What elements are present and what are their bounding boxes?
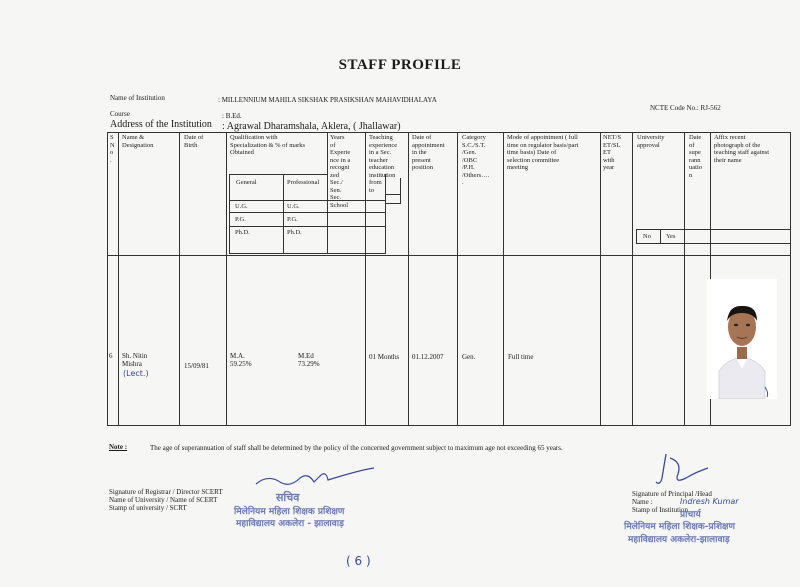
header-doa: Date of appointment in the present position — [412, 134, 445, 171]
table-top-border — [107, 132, 791, 133]
col-line — [179, 132, 180, 425]
header-category: Category S.C./S.T. /Gen. /OBC /P.H. /Others…. . — [462, 134, 490, 186]
col-line — [118, 132, 119, 425]
row-qual-professional: M.Ed 73.29% — [298, 352, 320, 368]
right-signature-name: Indresh Kumar — [680, 497, 739, 506]
ncte-code: NCTE Code No.: RJ-562 — [650, 104, 721, 112]
right-stamp-title: प्राचार्य — [680, 510, 701, 520]
col-line — [107, 132, 108, 425]
note-label: Note : — [109, 443, 128, 451]
note-text: The age of superannuation of staff shall be determined by the policy of the concerned government subject to maximum age not exceeding 65 years. — [150, 444, 563, 452]
approval-line — [636, 229, 637, 244]
qual-ug-general: U.G. — [235, 203, 248, 210]
header-teaching: Teaching experience in a Sec. teacher education institution from to — [369, 134, 398, 194]
course-label: Course — [110, 110, 130, 118]
qual-professional: Professional — [287, 179, 320, 186]
header-net: NET/S ET/SL ET with year — [603, 134, 622, 171]
page-title: STAFF PROFILE — [338, 57, 462, 73]
qual-subgrid-line — [229, 226, 385, 227]
col-line — [790, 132, 791, 425]
row-teaching: 01 Months — [369, 353, 400, 361]
approval-yes: Yes — [666, 233, 676, 240]
right-stamp-place: महाविद्यालय अकलेरा-झालावाड़ — [628, 535, 730, 545]
address-value: : Agrawal Dharamshala, Aklera, ( Jhallawar) — [222, 121, 401, 132]
row-qual-general: M.A. 59.25% — [230, 352, 252, 368]
header-university: University approval — [637, 134, 665, 149]
right-stamp-line: मिलेनियम महिला शिक्षक-प्रशिक्षण — [624, 522, 736, 532]
left-signature-mark — [250, 462, 380, 498]
qual-subgrid-line — [327, 132, 328, 254]
qual-phd-general: Ph.D. — [235, 229, 250, 236]
qual-subgrid-line — [229, 174, 327, 175]
address-label: Address of the Institution — [110, 119, 212, 130]
qual-pg-general: P.G. — [235, 216, 246, 223]
qual-phd-professional: Ph.D. — [287, 229, 302, 236]
col-line — [684, 132, 685, 425]
right-signature-mark — [652, 448, 712, 490]
left-stamp-title: सचिव — [276, 491, 300, 504]
row-mode: Full time — [508, 353, 534, 361]
header-superannuation: Date of supe rann uatio n — [689, 134, 702, 179]
left-signature-block: Signature of Registrar / Director SCERT Name of University / Name of SCERT Stamp of university / SCRT — [109, 488, 223, 512]
row-designation-note: (Lect.) — [123, 369, 149, 378]
institution-value: : MILLENNIUM MAHILA SIKSHAK PRASIKSHAN MAHAVIDHALAYA — [218, 96, 437, 104]
left-stamp-place: महाविद्यालय अकलेरा - झालावाड़ — [236, 519, 344, 529]
header-name: Name & Designation — [122, 134, 154, 149]
qual-subgrid-line — [229, 253, 385, 254]
teaching-line — [385, 203, 401, 204]
photo-image — [707, 279, 777, 399]
header-photo: Affix recent photograph of the teaching staff against their name — [714, 134, 770, 164]
qual-pg-professional: P.G. — [287, 216, 298, 223]
teaching-line — [385, 194, 401, 195]
row-name: Sh. Nitin Mishra — [122, 352, 148, 368]
header-years: Years of Experie nce in a recogni zed Sec./ Sen. Sec. School — [330, 134, 351, 209]
header-sno: S N o . — [110, 134, 115, 164]
staff-photo — [707, 279, 777, 399]
qual-subgrid-line — [283, 174, 284, 254]
row-dob: 15/09/81 — [184, 362, 209, 370]
institution-label: Name of Institution — [110, 94, 165, 102]
qual-general: General — [236, 179, 257, 186]
row-doa: 01.12.2007 — [412, 353, 444, 361]
approval-line — [660, 229, 661, 244]
page-number: ( 6 ) — [346, 554, 371, 568]
col-line — [632, 132, 633, 425]
approval-no: No — [643, 233, 651, 240]
col-line — [503, 132, 504, 425]
col-line — [457, 132, 458, 425]
qual-ug-professional: U.G. — [287, 203, 300, 210]
header-mode: Mode of appointment ( full time on regulator basis/part time basis) Date of selection committee meeting — [507, 134, 579, 171]
left-stamp-line: मिलेनियम महिला शिक्षक प्रशिक्षण — [234, 507, 345, 517]
row-sno: 6 — [109, 352, 113, 360]
right-stamp-label: Stamp of Institution — [632, 506, 688, 514]
qual-subgrid-line — [229, 212, 385, 213]
right-signature-label: Signature of Principal /Head Name : — [632, 490, 712, 506]
table-header-border — [107, 255, 791, 256]
course-value: : B.Ed. — [222, 112, 242, 120]
col-line — [600, 132, 601, 425]
table-bottom-border — [107, 425, 791, 426]
header-dob: Date of Birth — [184, 134, 204, 149]
col-line — [226, 132, 227, 425]
row-category: Gen. — [462, 353, 476, 361]
qual-subgrid-line — [229, 174, 230, 254]
header-qualification: Qualification with Specialization & % of marks Obtained — [230, 134, 306, 156]
